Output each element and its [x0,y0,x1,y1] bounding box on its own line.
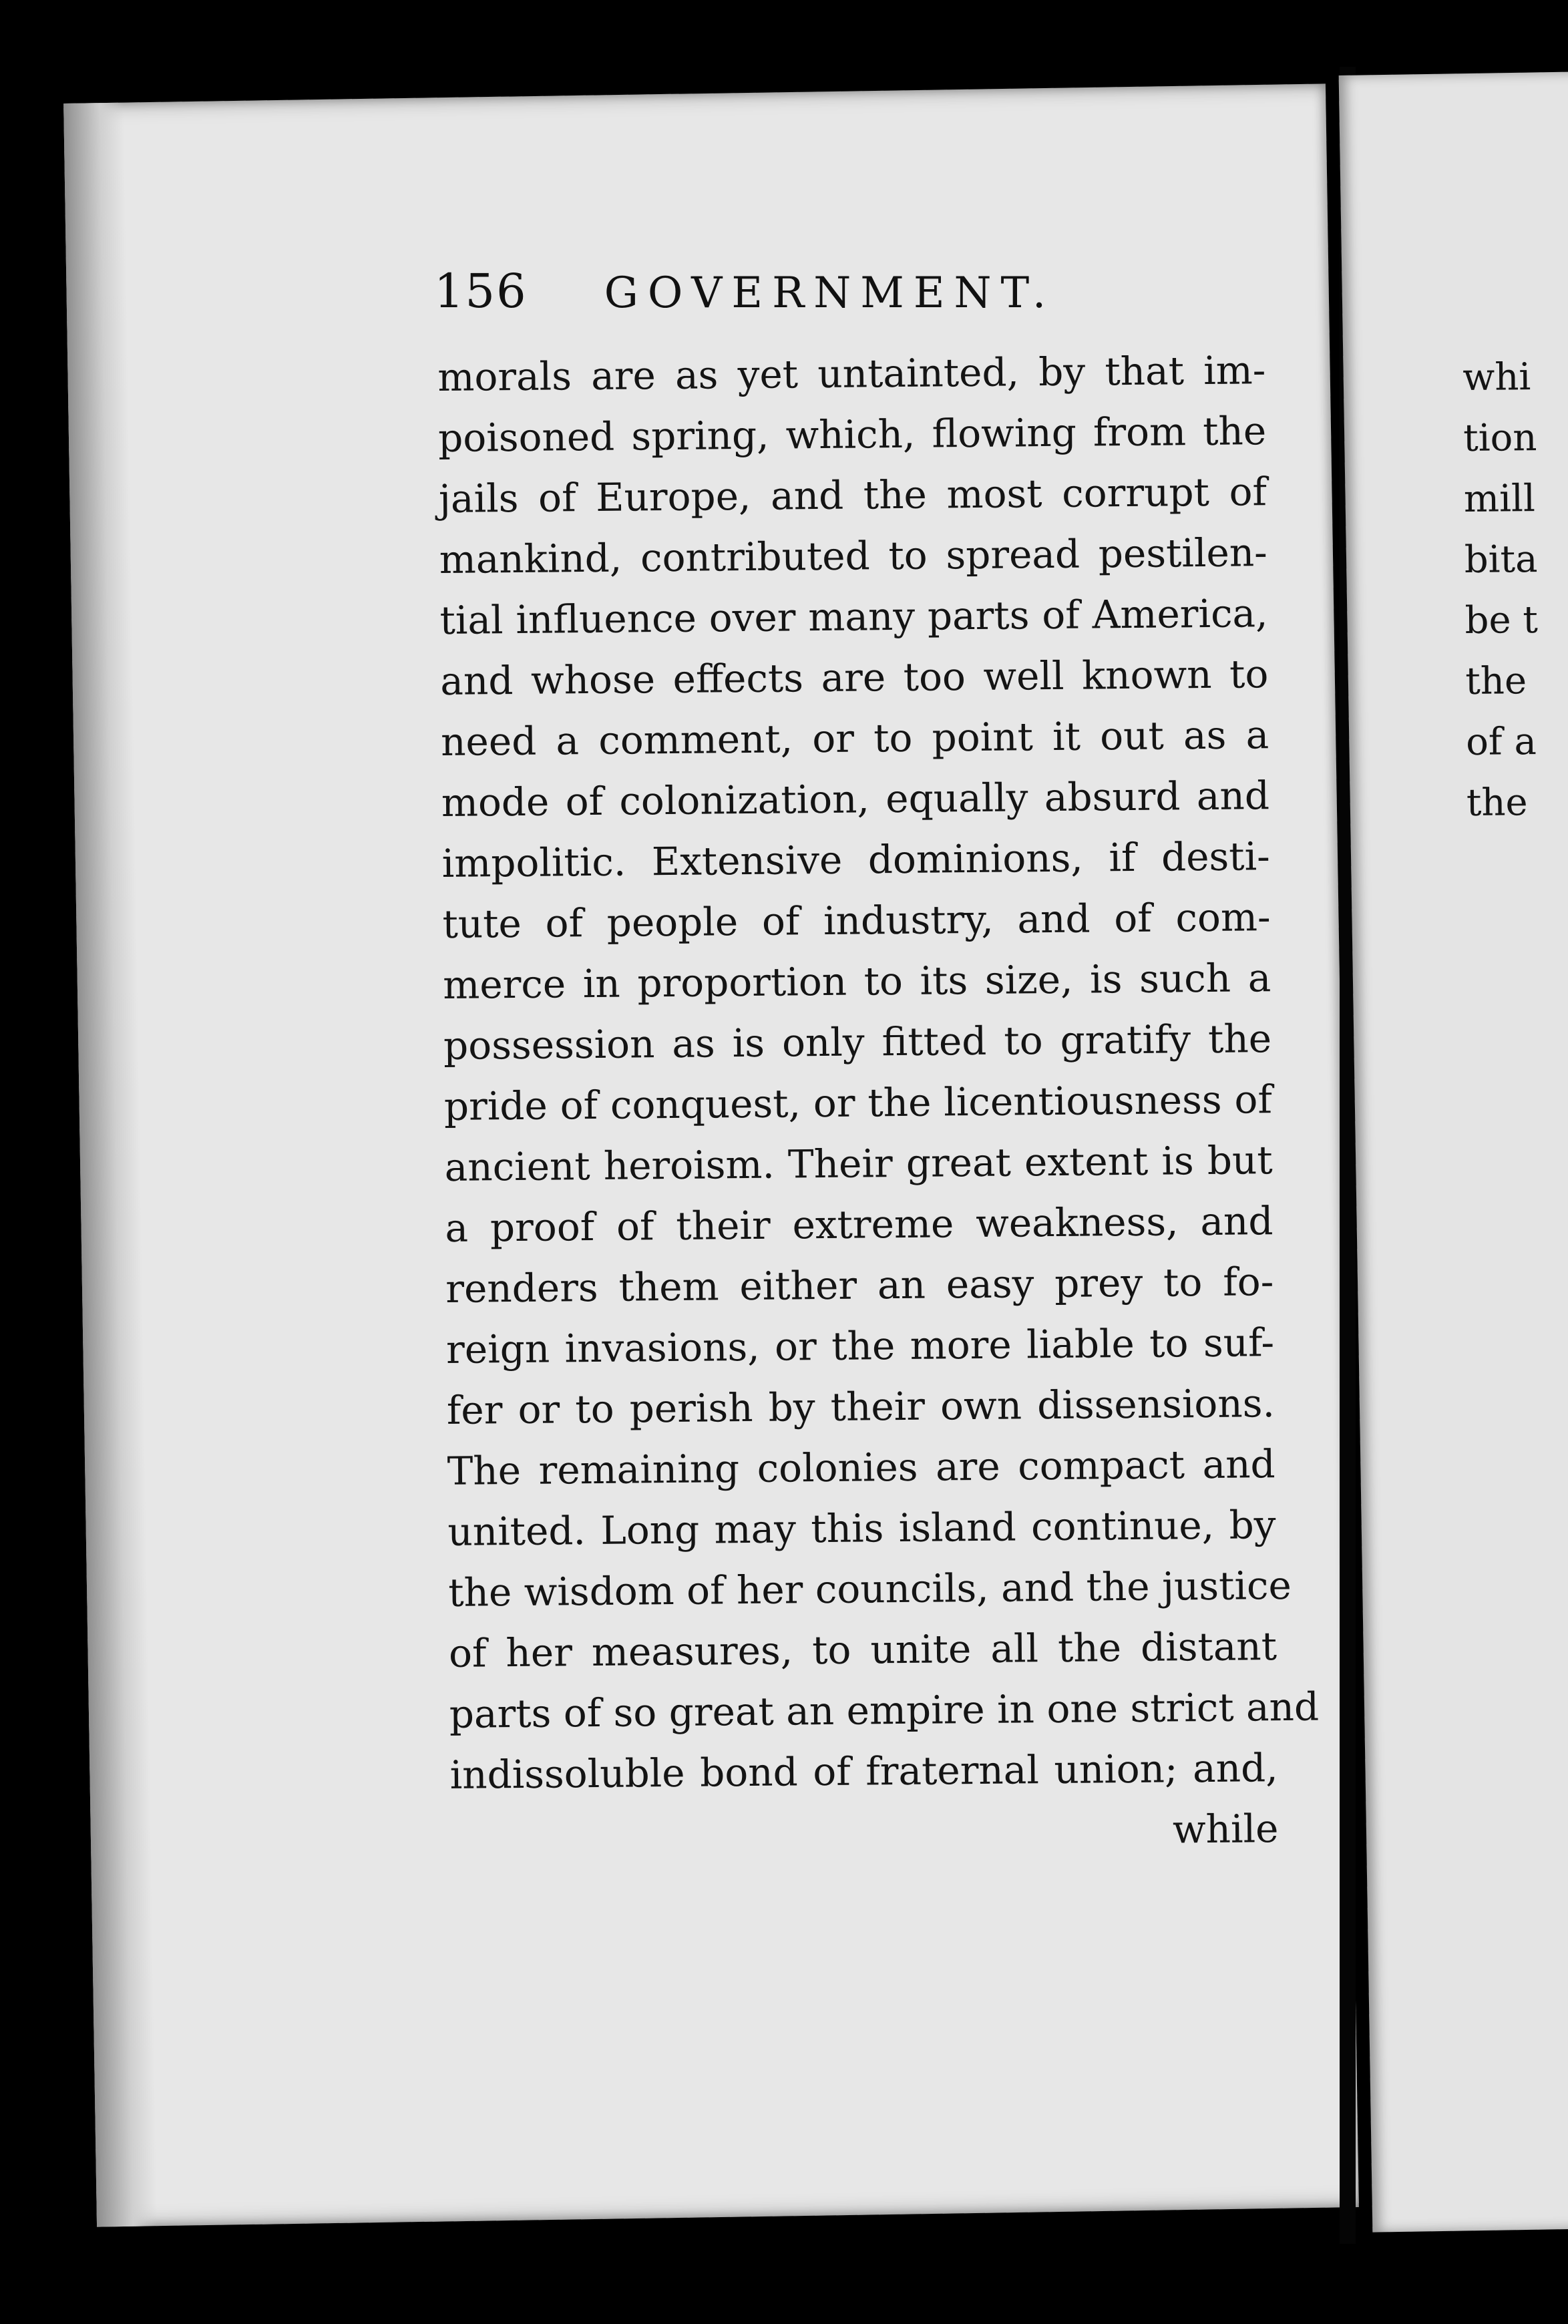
text-line: mankind, contributed to spread pestilen- [439,530,1268,582]
text-line: a proof of their extreme weakness, and [445,1198,1273,1251]
text-line: need a comment, or to point it out as a [440,712,1269,765]
text-line: parts of so great an empire in one strict and [449,1684,1320,1737]
facing-page-fragment: tion [1462,416,1537,460]
text-line: merce in proportion to its size, is such a [443,955,1271,1008]
text-line: indissoluble bond of fraternal union; and, [449,1745,1278,1798]
text-line: possession as is only fitted to gratify the [443,1016,1272,1069]
running-head-title: GOVERNMENT. [604,268,1056,318]
facing-page-fragment: the [1466,781,1528,825]
text-line: renders them either an easy prey to fo- [445,1259,1274,1312]
text-line: tute of people of industry, and of com- [442,894,1271,947]
text-line: jails of Europe, and the most corrupt of [438,469,1267,522]
page-number: 156 [434,264,528,319]
text-line: morals are as yet untainted, by that im- [437,347,1266,400]
text-line: tial influence over many parts of America, [439,590,1268,643]
text-line: ancient heroism. Their great extent is but [444,1137,1273,1190]
text-line: reign invasions, or the more liable to suf- [445,1320,1275,1372]
text-line: The remaining colonies are compact and [447,1441,1276,1494]
text-line: of her measures, to unite all the distant [448,1623,1278,1676]
text-line: united. Long may this island continue, by [447,1502,1276,1555]
text-line: impolitic. Extensive dominions, if desti- [441,833,1270,886]
text-line: fer or to perish by their own dissensions. [446,1380,1276,1433]
facing-page-fragment: mill [1463,477,1536,521]
facing-page-fragment: the [1465,659,1527,703]
facing-page-fragment: be t [1464,598,1539,642]
facing-page-fragment: whi [1462,355,1531,399]
facing-page-fragment: of a [1465,720,1537,764]
text-line: and whose effects are too well known to [440,651,1269,704]
catchword: while [1172,1806,1279,1853]
text-line: poisoned spring, which, flowing from the [437,408,1267,461]
text-line: the wisdom of her councils, and the justice [447,1562,1292,1615]
text-line: pride of conquest, or the licentiousness of [443,1077,1273,1129]
body-text [437,340,1320,1867]
text-line: mode of colonization, equally absurd and [441,773,1270,825]
running-head [434,264,1316,319]
facing-page-fragment: bita [1464,538,1538,582]
facing-page-text [1462,346,1568,833]
